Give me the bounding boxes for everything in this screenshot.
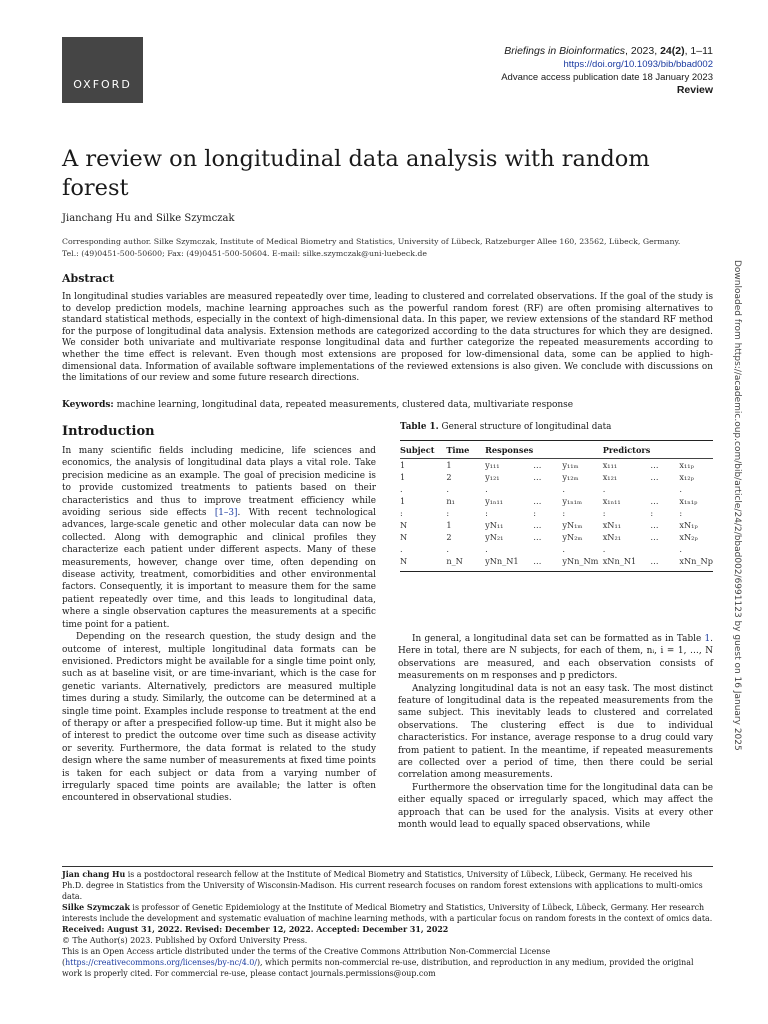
table-row xyxy=(400,483,713,495)
table-cell: 1 xyxy=(400,460,406,470)
journal-volume: 24(2) xyxy=(660,45,685,57)
bio-name: Silke Szymczak xyxy=(62,903,130,912)
table-cell: N xyxy=(400,532,408,542)
table-cell: : xyxy=(650,508,654,518)
table-cell: … xyxy=(533,532,542,542)
paragraph-text: . With recent technological advances, large-scale genetic and other molecular data can now be collected. Along with demographic and clinical profiles they characterize each patient under different aspects. Many of these measurements, however, change over time, often depending on disease activity, treatment, comorbidities and other environmental factors. Consequently, it is important to measure them for the same patient repeatedly over time, and this leads to longitudinal data, where a single observation captures the measurements at a specific time point for a patient. xyxy=(62,508,376,630)
table-cell: . xyxy=(562,484,565,494)
article-footer xyxy=(62,869,713,979)
table-header-cell xyxy=(562,441,602,459)
table-cell: 2 xyxy=(446,472,452,482)
table-row xyxy=(400,519,713,531)
dates-text: Received: August 31, 2022. Revised: December 12, 2022. Accepted: December 31, 2022 xyxy=(62,925,449,934)
table-cell xyxy=(533,543,562,555)
paragraph-text: In general, a longitudinal data set can be formatted as in Table xyxy=(412,634,705,644)
doi-link[interactable]: https://doi.org/10.1093/bib/bbad002 xyxy=(563,59,713,70)
table-cell: … xyxy=(650,520,659,530)
table-cell: … xyxy=(650,532,659,542)
table-cell: x₁₁₁ xyxy=(602,460,618,470)
table-header-row xyxy=(400,441,713,459)
correspondence-line: Corresponding author. Silke Szymczak, Institute of Medical Biometry and Statistics, University of Lübeck, Ratzeburger Allee 160, 23562, Lübeck, Germany. xyxy=(62,237,681,246)
journal-header xyxy=(501,45,713,97)
table-cell: : xyxy=(485,508,488,518)
table-cell: y₁₁ₘ xyxy=(562,460,579,470)
table-cell: x₁ₙ₁ₚ xyxy=(679,496,698,506)
table-cell: n₁ xyxy=(446,496,455,506)
copyright: © The Author(s) 2023. Published by Oxford University Press. xyxy=(62,936,308,945)
table-header-cell: Responses xyxy=(485,441,533,459)
table-cell: . xyxy=(679,544,682,554)
table-cell: xN₂₁ xyxy=(602,532,622,542)
paragraph-text: In many scientific fields including medicine, life sciences and economics, the analysis of longitudinal data plays a vital role. Take precision medicine as an example. The goal of precision medicine is to provide customized treatments to patients based on their characteristics and thus to improve treatment efficiency while avoiding serious side effects xyxy=(62,446,376,519)
table-cell: … xyxy=(650,555,679,572)
citation-link[interactable]: [1–3] xyxy=(214,508,238,519)
article-title: A review on longitudinal data analysis with random forest xyxy=(62,146,650,201)
table-row xyxy=(400,555,713,572)
download-note: Downloaded from https://academic.oup.com/bib/article/24/2/bbad002/6991123 by guest on 16 January 2025 xyxy=(732,260,742,751)
table-cell: y₁₂ₘ xyxy=(562,472,579,482)
table-cell: : xyxy=(602,508,606,518)
table-cell: yNn_N1 xyxy=(485,555,533,572)
table-cell: 1 xyxy=(446,520,452,530)
table-cell: 2 xyxy=(446,532,452,542)
bio-text: is a postdoctoral research fellow at the Institute of Medical Biometry and Statistics, University of Lübeck, Lübeck, Germany. He received his Ph.D. degree in Statistics from the University of Wisconsin-Madison. His current research focuses on random forest extensions with applications to multi-omics data. xyxy=(62,870,703,901)
table-header-cell: Predictors xyxy=(603,441,651,459)
table-cell: x₁ₙ₁₁ xyxy=(602,496,621,506)
table-header-cell xyxy=(650,441,679,459)
table-cell: . xyxy=(400,544,403,554)
table-cell: yN₁₁ xyxy=(485,520,504,530)
table-cell: 1 xyxy=(400,472,406,482)
table-cell: x₁₂₁ xyxy=(602,472,618,482)
table-cell: 1 xyxy=(446,460,452,470)
keywords xyxy=(62,400,713,410)
table-cell: : xyxy=(446,508,450,518)
logo-text: OXFORD xyxy=(73,78,132,91)
footer-divider xyxy=(62,866,713,867)
table-cell: 1 xyxy=(400,496,406,506)
abstract-heading: Abstract xyxy=(62,272,115,285)
author-list: Jianchang Hu and Silke Szymczak xyxy=(62,213,235,224)
table-cell: … xyxy=(533,496,542,506)
table-header-cell: Time xyxy=(446,441,485,459)
table-cell: . xyxy=(602,484,606,494)
table-cell: . xyxy=(446,484,449,494)
table-cell: yN₂ₘ xyxy=(562,532,583,542)
table-header-cell xyxy=(533,441,562,459)
table-cell: y₁₂₁ xyxy=(485,472,500,482)
license xyxy=(62,946,713,979)
table-row xyxy=(400,495,713,507)
bio-text: is professor of Genetic Epidemiology at the Institute of Medical Biometry and Statistics, University of Lübeck, Lübeck, Germany. Her research interests include the development and systematic evaluation of machine learning methods, with a particular focus on random forests in the context of omics data. xyxy=(62,903,713,923)
oxford-logo xyxy=(62,37,143,103)
article-dates xyxy=(62,924,713,935)
correspondence-line: Tel.: (49)0451-500-50600; Fax: (49)0451-500-50604. E-mail: silke.szymczak@uni-luebeck.de xyxy=(62,248,428,258)
table-cell: … xyxy=(650,460,659,470)
table-cell: … xyxy=(533,460,542,470)
table-cell: x₁₂ₚ xyxy=(679,472,694,482)
table-cell: yN₁ₘ xyxy=(562,520,583,530)
correspondence xyxy=(62,236,712,259)
table-row xyxy=(400,471,713,483)
table-cell: . xyxy=(562,544,565,554)
license-text: ), which permits non-commercial re-use, distribution, and reproduction in any medium, provided the original work is properly cited. For commercial re-use, please contact journals.permissions@oup.com xyxy=(62,958,694,978)
citation-year: , 2023, xyxy=(625,45,661,57)
keywords-label: Keywords: xyxy=(62,400,114,410)
table-row xyxy=(400,507,713,519)
table-cell: : xyxy=(400,508,403,518)
table-cell: … xyxy=(533,555,562,572)
paragraph-text: . Here in total, there are N subjects, for each of them, nᵢ, i = 1, …, N observations are measured, and each observation consists of measurements on m responses and p predictors. xyxy=(398,634,713,682)
advance-access-date: Advance access publication date 18 January 2023 xyxy=(501,72,713,83)
table-cell: . xyxy=(485,544,488,554)
author-bio xyxy=(62,869,713,902)
left-column xyxy=(62,445,376,805)
table-cell: … xyxy=(533,472,542,482)
table-cell: xN₂ₚ xyxy=(679,532,698,542)
table-cell: yNn_Nm xyxy=(562,555,602,572)
table-cell: yN₂₁ xyxy=(485,532,504,542)
table-cell: xNn_Np xyxy=(679,555,713,572)
table-cell: . xyxy=(602,544,606,554)
table-cell: . xyxy=(679,484,682,494)
journal-citation xyxy=(501,45,713,58)
table-row xyxy=(400,459,713,472)
download-watermark xyxy=(728,260,744,760)
table-label: Table 1. xyxy=(400,422,439,432)
table-cell: . xyxy=(485,484,488,494)
data-table xyxy=(400,440,713,572)
table-row xyxy=(400,543,713,555)
right-column xyxy=(398,633,713,832)
table-cell xyxy=(650,483,679,495)
introduction-heading: Introduction xyxy=(62,424,155,439)
paragraph: Depending on the research question, the study design and the outcome of interest, multiple longitudinal data formats can be envisioned. Predictors might be available for a single time point only, such as at baseline visit, or are time-invariant, which is the case for genetic variants. Alternatively, predictors are measured multiple times during a study. Similarly, the outcome can be determined at a single time point. Examples include response to treatment at the end of therapy or after a prespecified follow-up time. But it might also be of interest to predict the outcome over time such as disease activity or severity. Furthermore, the data format is related to the study design where the same number of measurements at fixed time points is taken for each subject or data from a varying number of irregularly spaced time points are available; the latter is often encountered in observational studies. xyxy=(62,632,376,804)
table-cell xyxy=(650,543,679,555)
table-body xyxy=(400,459,713,572)
journal-name: Briefings in Bioinformatics xyxy=(504,45,626,57)
table-cell: … xyxy=(650,496,659,506)
article-type: Review xyxy=(676,84,713,96)
table-row xyxy=(400,531,713,543)
table-cell: N xyxy=(400,520,408,530)
table-caption xyxy=(400,422,611,432)
license-link[interactable]: https://creativecommons.org/licenses/by-nc/4.0/ xyxy=(65,958,257,967)
table-cell: y₁₁₁ xyxy=(485,460,500,470)
table-cell: : xyxy=(562,508,566,518)
table-ref-link[interactable]: 1 xyxy=(704,634,711,644)
paragraph xyxy=(398,633,713,683)
abstract-text: In longitudinal studies variables are measured repeatedly over time, leading to clustered and correlated observations. If the goal of the study is to develop prediction models, machine learning approaches such as the powerful random forest (RF) are often promising alternatives to standard statistical methods, especially in the context of high-dimensional data. In this paper, we review extensions of the standard RF method for the purpose of longitudinal data analysis. Extension methods are categorized according to the data structures for which they are designed. We consider both univariate and multivariate response longitudinal data and further categorize the repeated measurements according to whether the time effect is relevant. Even though most extensions are proposed for low-dimensional data, some can be applied to high-dimensional data. Information of available software implementations of the reviewed extensions is also given. We conclude with discussions on the limitations of our review and some future research directions. xyxy=(62,292,713,384)
table-cell: : xyxy=(679,508,683,518)
keywords-text: machine learning, longitudinal data, repeated measurements, clustered data, multivariate response xyxy=(113,400,574,410)
paragraph: Furthermore the observation time for the longitudinal data can be either equally spaced or irregularly spaced, which may affect the approach that can be used for the analysis. Visits at every other month would lead to equally spaced observations, while xyxy=(398,782,713,831)
table-cell: : xyxy=(533,508,537,518)
author-bio xyxy=(62,902,713,924)
table-caption-text: General structure of longitudinal data xyxy=(438,422,612,432)
table-cell: … xyxy=(650,472,659,482)
table-cell: xNn_N1 xyxy=(603,555,651,572)
paragraph: Analyzing longitudinal data is not an easy task. The most distinct feature of longitudinal data is the repeated measurements from the same subject. This inevitably leads to clustered and correlated observations. The clustering effect is due to individual characteristics. For instance, average response to a drug could vary from patient to patient. In the meantime, if repeated measurements are collected over a period of time, then there could be serial correlation among measurements. xyxy=(398,683,713,781)
table-header-cell: Subject xyxy=(400,441,446,459)
table-cell: . xyxy=(446,544,449,554)
table-cell: xN₁₁ xyxy=(602,520,622,530)
table-cell: y₁ₙ₁₁ xyxy=(485,496,504,506)
table-cell: y₁ₙ₁ₘ xyxy=(562,496,583,506)
paragraph xyxy=(62,445,376,631)
table-cell: xN₁ₚ xyxy=(679,520,698,530)
table-cell: N xyxy=(400,555,446,572)
table-cell: … xyxy=(533,520,542,530)
table-cell: . xyxy=(400,484,403,494)
table-header-cell xyxy=(679,441,713,459)
table-cell: n_N xyxy=(446,555,485,572)
table-cell: x₁₁ₚ xyxy=(679,460,694,470)
license-text: This is an Open Access article distributed under the terms of the Creative Commons Attribution Non-Commercial License ( xyxy=(62,947,551,967)
bio-name: Jian chang Hu xyxy=(62,870,126,879)
table-cell xyxy=(533,483,562,495)
journal-pages: , 1–11 xyxy=(684,45,713,57)
